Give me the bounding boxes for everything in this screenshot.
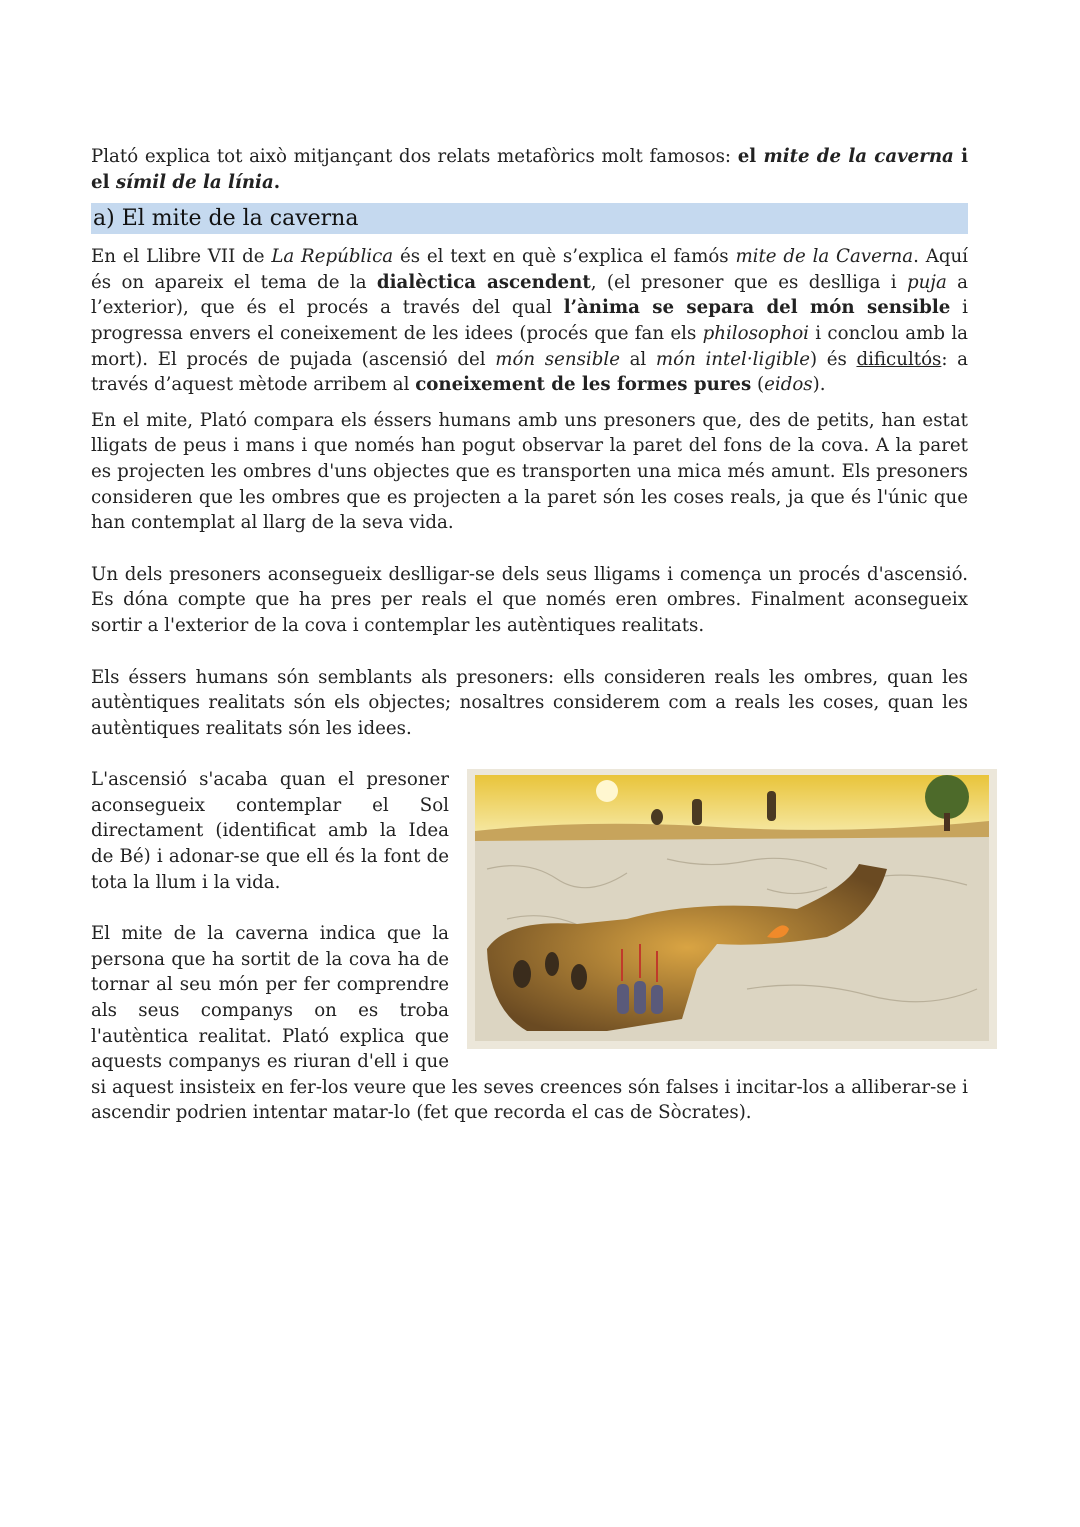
p1-italic: philosophoi <box>702 322 809 344</box>
p1-bold: dialèctica ascendent <box>376 271 591 293</box>
spacer <box>91 741 968 767</box>
p1-text: al <box>619 348 656 370</box>
p1-text: i conclou amb la mort). El procés de pujada (ascensió del <box>91 322 968 370</box>
intro-line-term: símil de la línia <box>115 171 274 193</box>
p1-text: és el text en què s’explica el famós <box>393 246 736 268</box>
tree-icon <box>925 775 969 819</box>
intro-end: . <box>273 171 281 193</box>
p1-text: i progressa envers el coneixement de les idees (procés que fan els <box>91 297 969 344</box>
p1-text: ( <box>751 374 765 396</box>
p1-italic: eidos <box>764 374 813 396</box>
intro-text: Plató explica tot això mitjançant dos relats metafòrics molt famosos: <box>91 146 738 167</box>
p1-text: ) és <box>809 348 857 370</box>
p1-italic: món intel·ligible <box>655 348 810 370</box>
spacer <box>91 398 968 408</box>
cave-illustration <box>467 769 997 1049</box>
p1-italic: puja <box>906 271 947 293</box>
section-heading: a) El mite de la caverna <box>91 203 968 234</box>
spacer <box>91 536 968 562</box>
p1-bold: l’ànima se separa del món sensible <box>563 297 951 319</box>
p1-italic: La República <box>271 246 394 268</box>
p1-text: . Aquí és on apareix el tema de la <box>91 246 969 293</box>
p1-text: ). <box>812 374 826 396</box>
p1-italic: món sensible <box>495 348 620 370</box>
intro-paragraph <box>91 144 968 195</box>
p1-bold: coneixement de les formes pures <box>415 374 752 396</box>
p1-text: : a través d’aquest mètode arribem al <box>91 348 968 396</box>
intro-cave-term: mite de la caverna <box>763 146 954 167</box>
p1-text: , (el presoner que es deslliga i <box>590 271 907 293</box>
prisoners <box>617 981 663 1014</box>
paragraph-sun: L'ascensió s'acaba quan el presoner aconsegueix contemplar el Sol directament (identificat amb la Idea de Bé) i adonar-se que ell és la font de tota la llum i la vida. <box>91 769 449 893</box>
document-page <box>91 144 968 1126</box>
paragraph-ascension: Un dels presoners aconsegueix deslligar-se dels seus lligams i comença un procés d'ascensió. Es dóna compte que ha pres per reals el que només eren ombres. Finalment aconsegueix sortir a l'exterior de la cova i contemplar les autèntiques realitats. <box>91 563 968 636</box>
p1-text: En el Llibre VII de <box>91 246 272 268</box>
tree-trunk <box>944 813 950 831</box>
cave-illustration-svg <box>467 769 997 1049</box>
paragraph-republica <box>91 244 968 398</box>
sun-icon <box>596 780 618 802</box>
intro-bold-el: el <box>737 146 764 167</box>
p1-italic: mite de la Caverna <box>735 246 914 268</box>
intro-bold-and: i el <box>91 146 968 193</box>
paragraph-comparison: Els éssers humans són semblants als presoners: ells consideren reals les ombres, quan les autèntiques realitats són els objectes; nosaltres considerem com a reals les coses, quan les autèntiques realitats són les idees. <box>91 666 968 739</box>
p1-text: a l’exterior), que és el procés a través del qual <box>91 271 968 319</box>
p1-underline: dificultós <box>856 348 942 370</box>
paragraph-return: El mite de la caverna indica que la persona que ha sortit de la cova ha de tornar al seu món per fer comprendre als seus companys on es troba l'autèntica realitat. Plató explica que aquests companys es riuran d'ell i que si aquest insisteix en fer-los veure que les seves creences són falses i incitar-los a alliberar-se i ascendir podrien intentar matar-lo (fet que recorda el cas de Sòcrates). <box>91 923 968 1124</box>
paragraph-prisoners: En el mite, Plató compara els éssers humans amb uns presoners que, des de petits, han estat lligats de peus i mans i que només han pogut observar la paret del fons de la cova. A la paret es projecten les ombres d'uns objectes que es transporten una mica més amunt. Els presoners consideren que les ombres que es projecten a la paret són les coses reals, ja que és l'únic que han contemplat al llarg de la seva vida. <box>91 409 968 534</box>
spacer <box>91 639 968 665</box>
